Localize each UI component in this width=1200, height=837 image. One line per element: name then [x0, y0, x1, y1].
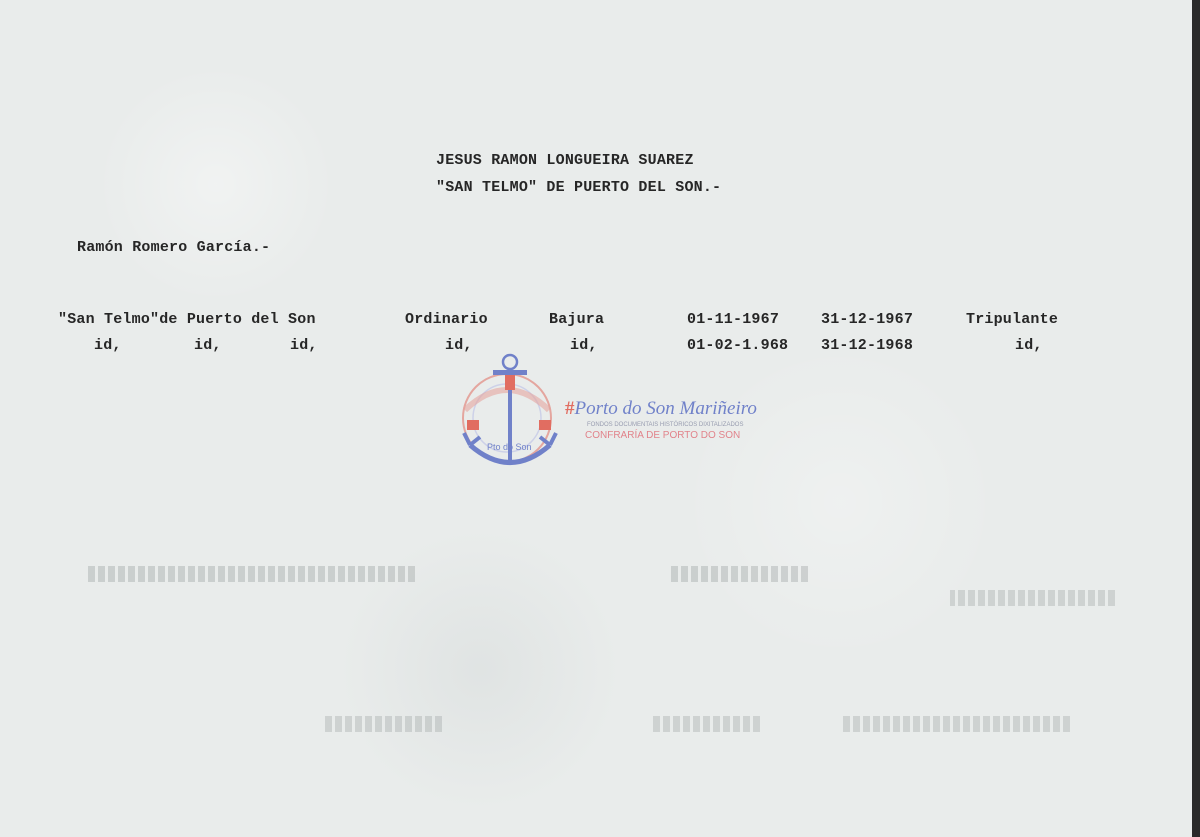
seal-text: Pto do Son	[487, 442, 532, 452]
row1-vessel: "San Telmo"de Puerto del Son	[58, 311, 316, 328]
hash-icon: #	[565, 398, 575, 419]
header-vessel: "SAN TELMO" DE PUERTO DEL SON.-	[436, 179, 722, 196]
person-name: Ramón Romero García.-	[77, 239, 271, 256]
archive-watermark	[455, 350, 757, 490]
bleed-through-line	[840, 716, 1070, 732]
row2-role: id,	[1015, 337, 1043, 354]
watermark-title	[565, 398, 757, 420]
bleed-through-line	[322, 716, 442, 732]
row2-start-date: 01-02-1.968	[687, 337, 789, 354]
row2-fishing: id,	[570, 337, 598, 354]
page-edge	[1192, 0, 1200, 837]
anchor-seal-icon	[455, 350, 565, 490]
row1-end-date: 31-12-1967	[821, 311, 914, 328]
row2-end-date: 31-12-1968	[821, 337, 914, 354]
row1-role: Tripulante	[966, 311, 1059, 328]
watermark-subtitle: FONDOS DOCUMENTAIS HISTÓRICOS DIXITALIZADOS	[587, 422, 744, 428]
bleed-through-line	[85, 566, 415, 582]
row2-vessel-id-2: id,	[194, 337, 222, 354]
header-name: JESUS RAMON LONGUEIRA SUAREZ	[436, 152, 694, 169]
bleed-through-line	[668, 566, 808, 582]
row1-start-date: 01-11-1967	[687, 311, 780, 328]
row1-fishing: Bajura	[549, 311, 605, 328]
bleed-through-line	[950, 590, 1115, 606]
watermark-title-text: Porto do Son Mariñeiro	[574, 398, 757, 419]
row1-type: Ordinario	[405, 311, 488, 328]
bleed-through-line	[650, 716, 760, 732]
row2-type: id,	[445, 337, 473, 354]
row2-vessel-id-1: id,	[94, 337, 122, 354]
row2-vessel-id-3: id,	[290, 337, 318, 354]
watermark-org: CONFRARÍA DE PORTO DO SON	[585, 430, 741, 441]
